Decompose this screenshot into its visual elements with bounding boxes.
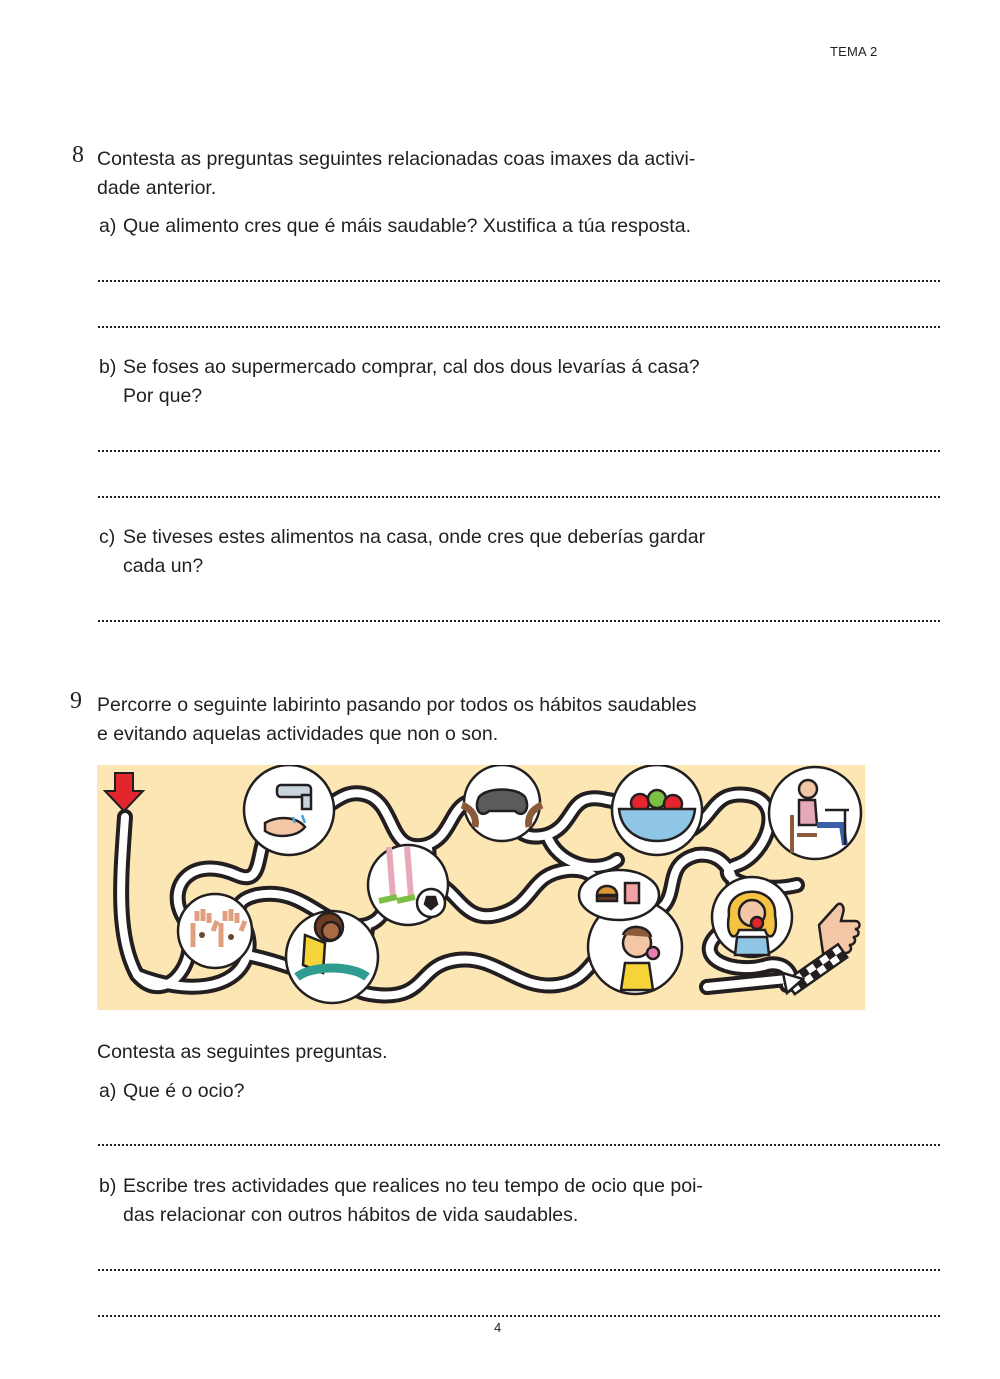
question-c-line1: Se tiveses estes alimentos na casa, onde cres que deberías gardar	[123, 526, 706, 548]
dirty-hands-icon	[178, 894, 252, 968]
reading-book-icon	[286, 911, 378, 1003]
question-b-line1: Escribe tres actividades que realices no teu tempo de ocio que poi-	[123, 1175, 703, 1197]
exercise-9-instruction	[97, 691, 777, 749]
answer-line-9b-2[interactable]	[98, 1315, 940, 1317]
exercise-8-instruction	[97, 145, 777, 203]
answer-line-8b-2[interactable]	[98, 496, 940, 498]
question-a-label: a)	[99, 215, 117, 237]
question-b-line1: Se foses ao supermercado comprar, cal dos dous levarías á casa?	[123, 356, 700, 378]
header-tag: TEMA 2	[830, 44, 878, 59]
fruit-bowl-icon	[612, 765, 702, 855]
question-a-text: Que alimento cres que é máis saudable? Xustifica a túa resposta.	[123, 215, 691, 237]
exercise-9-questions-intro	[99, 1038, 775, 1067]
answer-line-8b-1[interactable]	[98, 450, 940, 452]
question-c-line2: cada un?	[123, 555, 204, 577]
eating-apple-icon	[712, 877, 792, 957]
question-b-text	[123, 1172, 775, 1230]
maze-illustration[interactable]	[97, 765, 865, 1010]
football-icon	[368, 845, 448, 925]
exercise-9-instruction-line1: Percorre o seguinte labirinto pasando por todos os hábitos saudables	[97, 694, 697, 716]
start-arrow-icon	[105, 773, 143, 811]
exercise-8-instruction-line2: dade anterior.	[97, 177, 217, 199]
question-a-label: a)	[99, 1080, 117, 1102]
maze-svg[interactable]	[97, 765, 865, 1010]
exercise-8-number: 8	[72, 142, 84, 168]
exercise-8-question-c	[99, 523, 775, 581]
question-b-line2: Por que?	[123, 385, 203, 407]
question-b-label: b)	[99, 1175, 117, 1197]
videogame-icon	[462, 765, 542, 841]
exercise-9-question-a	[99, 1077, 775, 1106]
question-c-text	[123, 523, 775, 581]
exercise-9-question-b	[99, 1172, 775, 1230]
answer-line-9b-1[interactable]	[98, 1269, 940, 1271]
sitting-at-desk-icon	[769, 767, 861, 859]
answer-line-8a-2[interactable]	[98, 326, 940, 328]
exercise-8-instruction-line1: Contesta as preguntas seguintes relacionadas coas imaxes da activi-	[97, 148, 696, 170]
answer-line-8a-1[interactable]	[98, 280, 940, 282]
question-b-label: b)	[99, 356, 117, 378]
question-b-line2: das relacionar con outros hábitos de vida saudables.	[123, 1204, 579, 1226]
washing-hands-icon	[244, 765, 334, 855]
exercise-8-question-b	[99, 353, 775, 411]
question-a-text: Que é o ocio?	[123, 1080, 245, 1102]
question-c-label: c)	[99, 526, 116, 548]
question-b-text	[123, 353, 775, 411]
exercise-9-number: 9	[70, 688, 82, 714]
answer-line-9a-1[interactable]	[98, 1144, 940, 1146]
page-number: 4	[494, 1320, 502, 1335]
exercise-9-instruction-line2: e evitando aquelas actividades que non o son.	[97, 723, 499, 745]
questions-intro-text: Contesta as seguintes preguntas.	[97, 1041, 388, 1063]
exercise-8-question-a	[99, 212, 775, 241]
answer-line-8c-1[interactable]	[98, 620, 940, 622]
